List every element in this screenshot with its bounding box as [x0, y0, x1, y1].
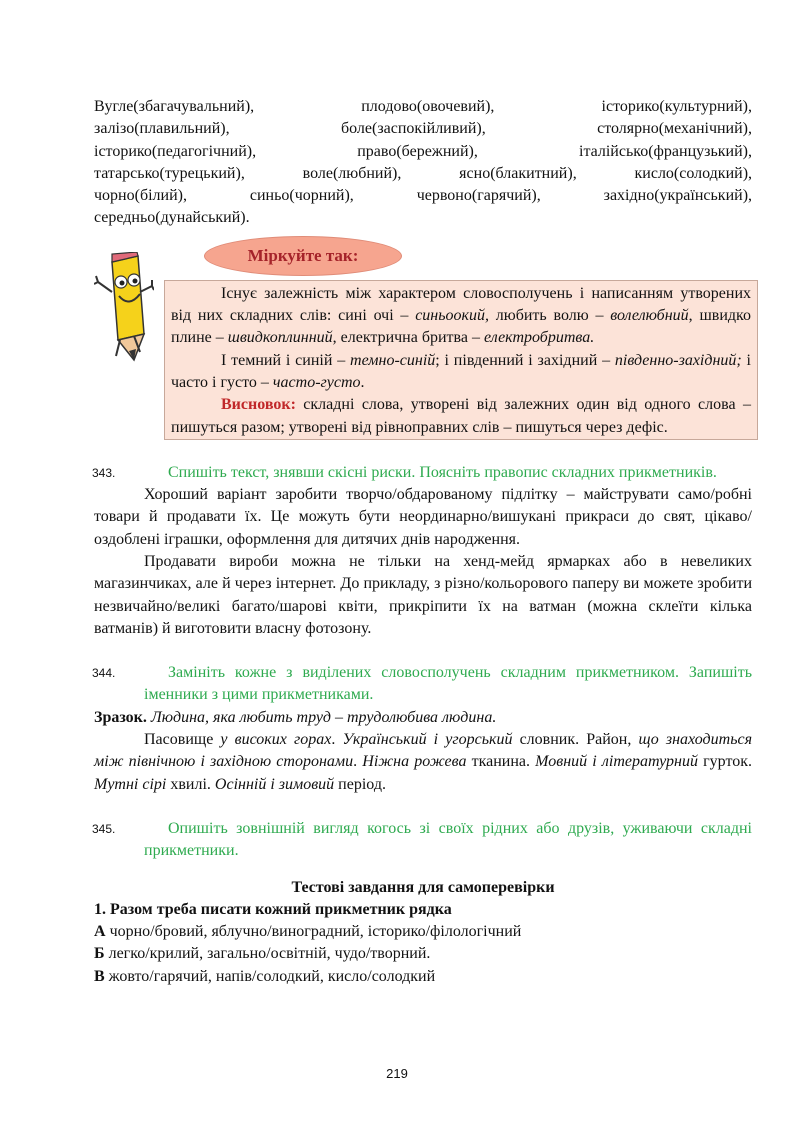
think-this-way-block: [94, 236, 752, 462]
rule-paragraph: І темний і синій – темно-синій; і південний і західний – південно-західний; і часто і густо – часто-густо.: [171, 351, 752, 391]
exercise-number: 344.: [92, 666, 116, 681]
intro-line: Вугле(збагачувальний), плодово(овочевий), історико(культурний),: [94, 98, 753, 115]
rule-note: [164, 280, 758, 440]
pencil-mascot-icon: [94, 252, 154, 368]
exercise-343-paragraph: Продавати вироби можна не тільки на хенд-мейд ярмарках або в невеликих магазинчиках, але й через інтернет. До прикладу, з різно/кольорового паперу ви можете зробити незвичайно/великі багато/шарові квіти, прикріпити їх на ватман (можна склеїти кілька ватманів) й виготовити власну фотозону.: [94, 552, 752, 637]
intro-line: татарсько(турецький), воле(любний), ясно(блакитний), кисло(солодкий),: [94, 164, 753, 182]
rule-paragraph: Існує залежність між характером словосполучень і написанням утворених від них складних слів: сині очі – синьоокий, любить волю – волелюбний, швидко плине – швидкоплинний, електрична бритва – електробритва.: [171, 284, 751, 347]
conclusion-paragraph: Висновок: складні слова, утворені від залежних один від одного слова – пишуться разом; утворені від рівноправних слів – пишуться через дефіс.: [171, 396, 751, 436]
exercise-344-sample: Зразок. Людина, яка любить труд – трудолюбива людина.: [94, 708, 497, 726]
test-option: А чорно/бровий, яблучно/виноградний, історико/філологічний: [94, 923, 522, 941]
exercise-344-task: 344. Замініть кожне з виділених словосполучень складним прикметником. Запишіть іменники з цими прикметниками.: [92, 664, 752, 704]
page-body: [94, 96, 752, 988]
page-number: 219: [386, 1066, 408, 1081]
intro-line: історико(педагогічний), право(бережний), італійсько(французький),: [94, 142, 752, 160]
exercise-345-task: 345. Опишіть зовнішній вигляд когось зі своїх рідних або друзів, уживаючи складні прикметники.: [92, 819, 752, 860]
intro-line: чорно(білий), синьо(чорний), червоно(гарячий), західно(український),: [94, 187, 753, 205]
conclusion-label: Висновок:: [221, 396, 296, 414]
exercise-343-task: 343. Спишіть текст, знявши скісні риски. Поясніть правопис складних прикметників.: [94, 462, 752, 484]
intro-line: середньо(дунайський).: [94, 209, 250, 227]
test-title: Тестові завдання для самоперевірки: [291, 878, 555, 896]
think-bubble: Міркуйте так:: [204, 236, 402, 276]
exercise-number: 343.: [92, 465, 116, 480]
exercise-343-paragraph: Хороший варіант заробити творчо/обдарованому підлітку – майструвати само/робні товари й продавати їх. Це можуть бути неординарно/вишукані прикраси до свят, цікаво/оздоблені іграшки, оформлення для дитячих днів народження.: [94, 486, 752, 548]
test-question: 1. Разом треба писати кожний прикметник рядка: [94, 900, 452, 918]
exercise-344-sentences: Пасовище у високих горах. Український і угорський словник. Район, що знаходиться між північною і західною сторонами. Ніжна рожева тканина. Мовний і літературний гурток. Мутні сірі хвилі. Осінній і зимовий період.: [94, 731, 753, 793]
intro-line: залізо(плавильний), боле(заспокійливий), столярно(механічний),: [94, 120, 753, 138]
intro-word-list: [94, 96, 752, 230]
test-option: В жовто/гарячий, напів/солодкий, кисло/солодкий: [94, 967, 436, 985]
test-option: Б легко/крилий, загально/освітній, чудо/творний.: [94, 945, 431, 963]
exercise-number: 345.: [92, 821, 116, 836]
